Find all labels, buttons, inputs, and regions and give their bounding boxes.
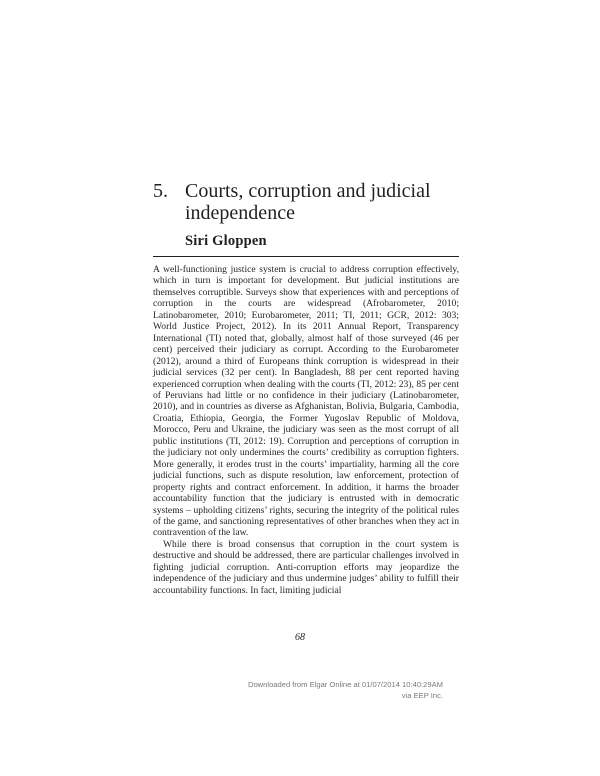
download-notice-line: via EEP Inc. <box>401 690 443 700</box>
author-name: Siri Gloppen <box>185 233 267 249</box>
chapter-title: Courts, corruption and judicial independence <box>185 180 431 224</box>
download-notice <box>236 680 443 701</box>
download-notice-line: Downloaded from Elgar Online at 01/07/2014 10:40:29AM <box>247 680 443 689</box>
body-paragraph: While there is broad consensus that corruption in the court system is destructive and should be addressed, there are particular challenges involved in fighting judicial corruption. Anti-corruption efforts may jeopardize the independence of the judiciary and thus undermine judges’ ability to fulfill their accountability functions. In fact, limiting judicial <box>153 538 459 596</box>
body-text <box>153 264 459 596</box>
body-paragraph: A well-functioning justice system is crucial to address corruption effectively, which in turn is important for development. But judicial institutions are themselves corruptible. Surveys show that experiences with and perceptions of corruption in the courts are widespread (Afrobarometer, 2010; Latinobarometer, 2010; Eurobarometer, 2011; TI, 2011; GCR, 2012: 303; World Justice Project, 2012). In its 2011 Annual Report, Transparency International (TI) noted that, globally, almost half of those surveyed (46 per cent) perceived their judiciary as corrupt. According to the Eurobarometer (2012), around a third of Europeans think corruption is widespread in their judicial services (32 per cent). In Bangladesh, 88 per cent reported having experienced corruption when dealing with the courts (TI, 2012: 23), 85 per cent of Peruvians had little or no confidence in their judiciary (Latinobarometer, 2010), and in countries as diverse as Afghanistan, Bolivia, Bulgaria, Cambodia, Croatia, Ethiopia, Georgia, the Former Yugoslav Republic of Moldova, Morocco, Peru and Ukraine, the judiciary was seen as the most corrupt of all public institutions (TI, 2012: 19). Corruption and perceptions of corruption in the judiciary not only undermines the courts’ credibility as corruption fighters. More generally, it erodes trust in the courts’ impartiality, harming all the core judicial functions, such as dispute resolution, law enforcement, protection of property rights and contract enforcement. In addition, it harms the broader accountability function that the judiciary is entrusted with in democratic systems – upholding citizens’ rights, securing the integrity of the political rules of the game, and sanctioning representatives of other branches when they act in contravention of the law. <box>153 264 459 539</box>
title-divider <box>153 256 459 257</box>
chapter-heading <box>153 180 473 224</box>
chapter-number: 5. <box>153 180 168 202</box>
page-number: 68 <box>295 632 305 643</box>
